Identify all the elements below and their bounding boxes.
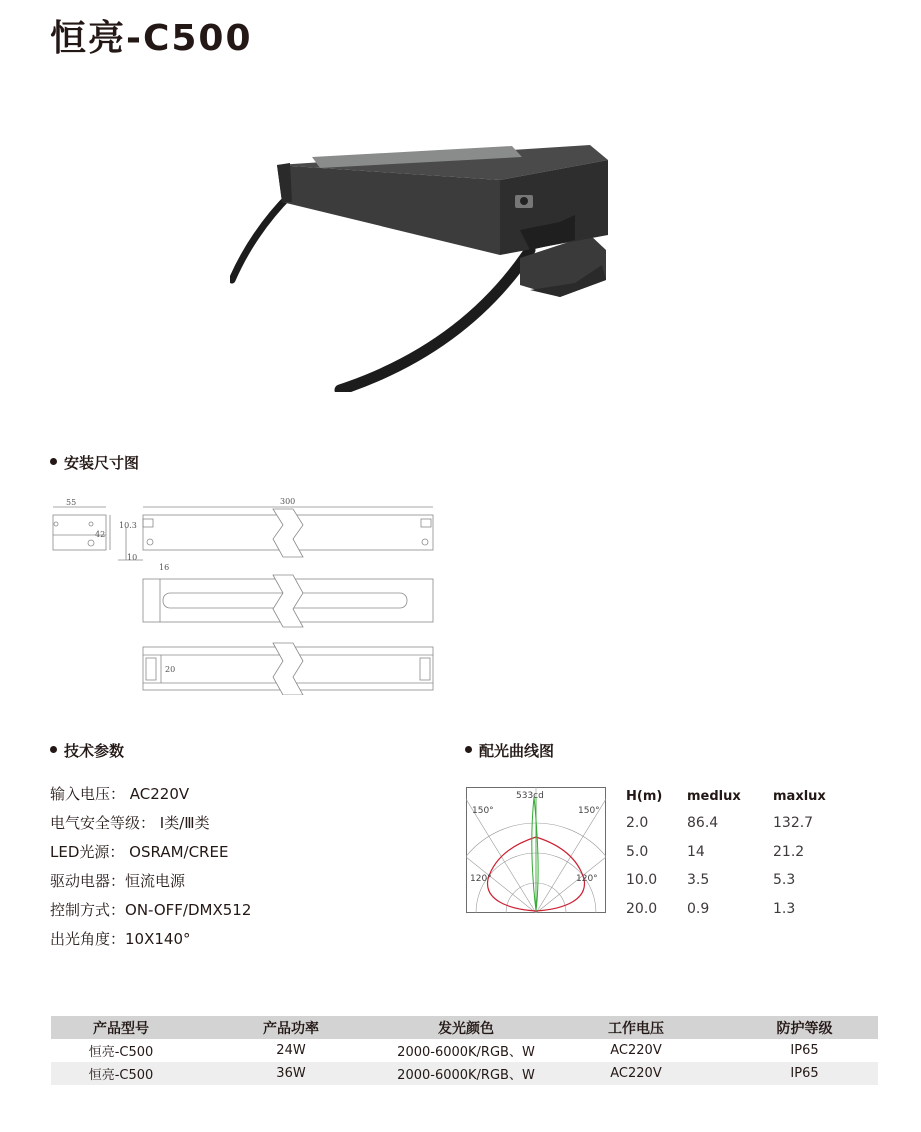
spec-input-voltage: 输入电压： AC220V <box>50 785 190 803</box>
dimension-drawing-lines <box>48 495 443 695</box>
lux-table-header: H(m) medlux maxlux <box>626 789 826 804</box>
spec-safety-class: 电气安全等级： Ⅰ类/Ⅲ类 <box>50 814 210 832</box>
dim-300-label: 300 <box>280 497 296 506</box>
col-protection: 防护等级 <box>731 1016 878 1039</box>
light-section-title: 配光曲线图 <box>479 742 555 760</box>
product-table-header <box>51 1016 878 1039</box>
spec-beam-angle: 出光角度：10X140° <box>50 930 191 948</box>
polar-120-left-label: 120° <box>470 874 492 884</box>
table-row: 恒亮-C500 36W 2000-6000K/RGB、W AC220V IP65 <box>51 1062 878 1085</box>
col-power: 产品功率 <box>191 1016 391 1039</box>
polar-150-left-label: 150° <box>472 806 494 816</box>
lux-table-row: 20.0 0.9 1.3 <box>626 900 796 917</box>
light-section-heading <box>465 740 554 761</box>
polar-curve-chart <box>466 787 606 913</box>
col-color: 发光颜色 <box>391 1016 541 1039</box>
lux-table-row: 2.0 86.4 132.7 <box>626 815 814 831</box>
col-voltage: 工作电压 <box>541 1016 731 1039</box>
polar-120-right-label: 120° <box>576 874 598 884</box>
bullet-icon <box>465 746 472 753</box>
dimension-drawing <box>48 495 443 695</box>
lux-table-row: 10.0 3.5 5.3 <box>626 872 796 888</box>
bullet-icon <box>50 746 57 753</box>
polar-peak-label: 533cd <box>516 791 544 801</box>
spec-led-source: LED光源： OSRAM/CREE <box>50 843 229 861</box>
dim-10-3-label: 10.3 <box>119 521 137 530</box>
dim-42-label: 42 <box>95 530 106 539</box>
lux-table <box>626 789 833 929</box>
bullet-icon <box>50 458 57 465</box>
dim-10-label: 10 <box>127 553 138 562</box>
tech-section-title: 技术参数 <box>64 742 125 760</box>
dim-20-label: 20 <box>165 665 176 674</box>
lux-table-row: 5.0 14 21.2 <box>626 843 805 860</box>
tech-section-heading <box>50 740 124 761</box>
page-title: 恒亮-C500 <box>50 18 253 59</box>
table-row: 恒亮-C500 24W 2000-6000K/RGB、W AC220V IP65 <box>88 1043 819 1060</box>
install-section-title: 安装尺寸图 <box>64 454 140 472</box>
install-section-heading <box>50 452 139 473</box>
col-model: 产品型号 <box>51 1016 191 1039</box>
spec-control: 控制方式：ON-OFF/DMX512 <box>50 901 252 919</box>
product-table <box>51 1016 878 1085</box>
polar-150-right-label: 150° <box>578 806 600 816</box>
dim-55-label: 55 <box>66 498 77 507</box>
spec-list <box>50 783 251 957</box>
dim-16-label: 16 <box>159 563 170 572</box>
product-photo <box>230 140 610 392</box>
spec-driver: 驱动电器：恒流电源 <box>50 872 186 890</box>
